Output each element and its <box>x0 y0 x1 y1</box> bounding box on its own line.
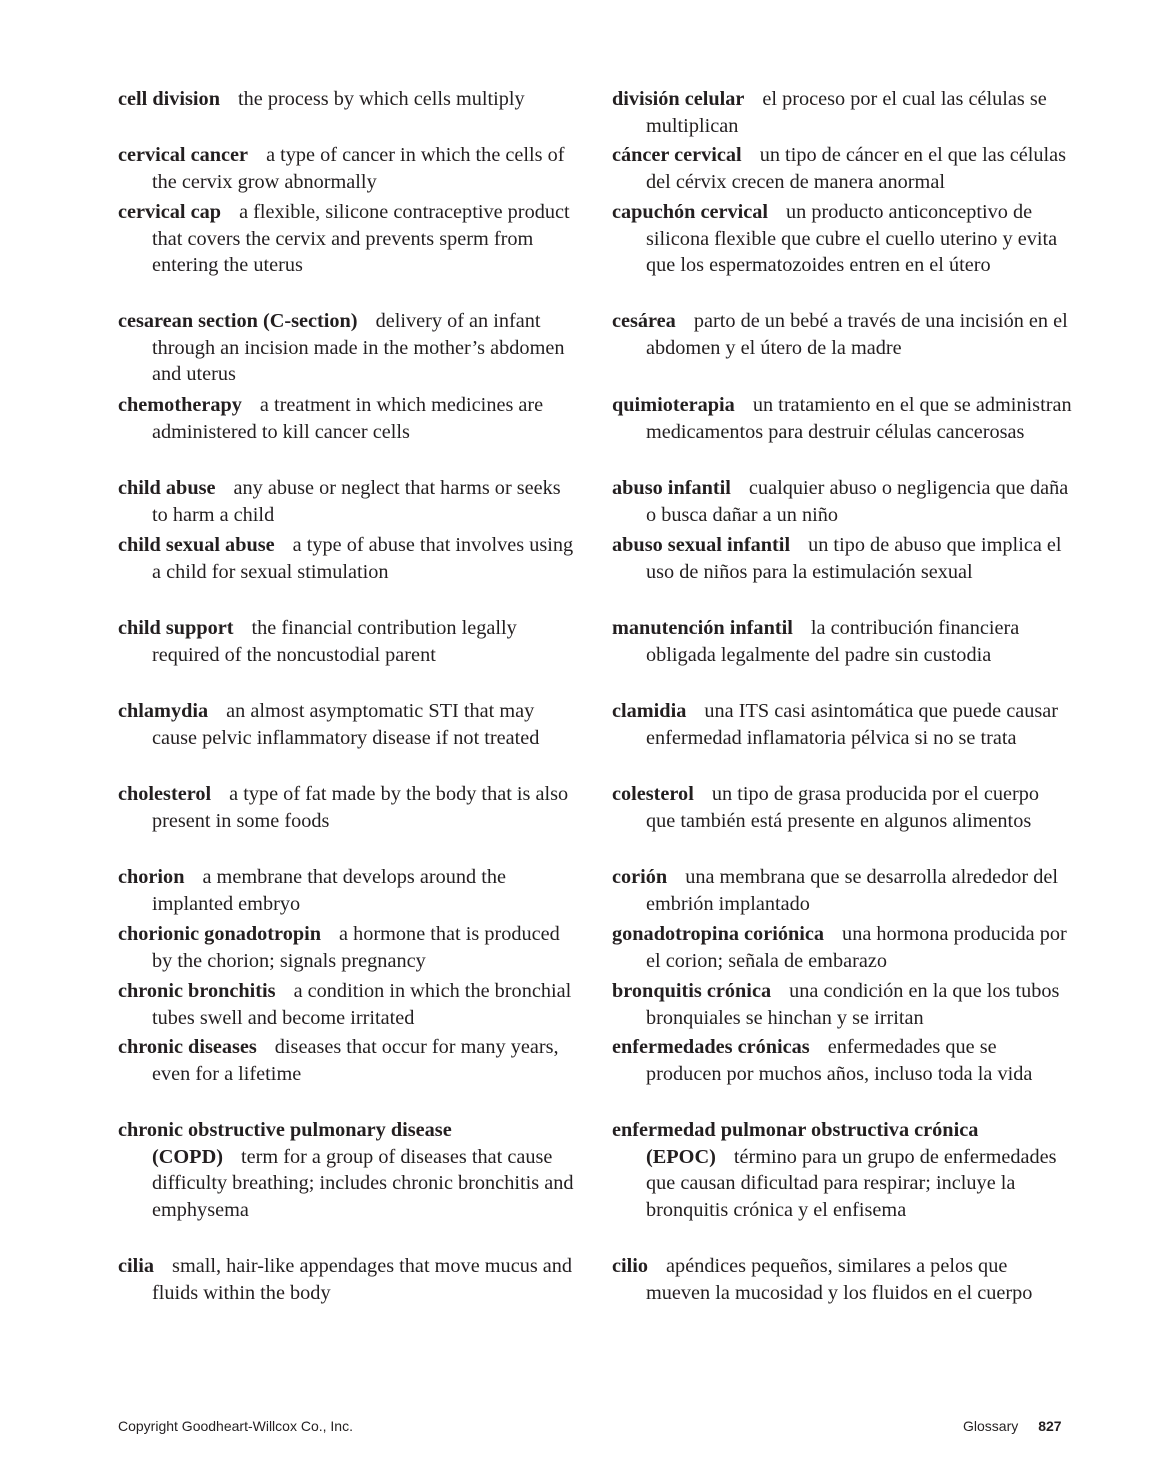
glossary-definition: parto de un bebé a través de una incisión en el abdomen y el útero de la madre <box>646 310 1068 359</box>
glossary-definition: the process by which cells multiply <box>237 88 525 110</box>
glossary-term: chronic bronchitis <box>118 980 276 1002</box>
glossary-definition: una hormona producida por el corion; señala de embarazo <box>646 923 1067 972</box>
section-name: Glossary <box>963 1418 1019 1434</box>
glossary-definition: una ITS casi asintomática que puede causar enfermedad inflamatoria pélvica si no se trata <box>646 700 1059 749</box>
glossary-term: quimioterapia <box>612 394 735 416</box>
glossary-term: cilio <box>612 1255 649 1277</box>
glossary-entry-en <box>118 978 576 1031</box>
glossary-definition: el proceso por el cual las células se multiplican <box>646 88 1047 137</box>
glossary-term: enfermedad pulmonar obstructiva crónica (EPOC) <box>612 1119 979 1168</box>
glossary-entry-en <box>118 142 576 195</box>
glossary-term: bronquitis crónica <box>612 980 772 1002</box>
glossary-term: chronic diseases <box>118 1036 257 1058</box>
glossary-term: child sexual abuse <box>118 534 275 556</box>
glossary-entry-es <box>612 781 1072 834</box>
glossary-term: capuchón cervical <box>612 201 769 223</box>
glossary-definition: una membrana que se desarrolla alrededor del embrión implantado <box>646 866 1058 915</box>
glossary-definition: a type of abuse that involves using a child for sexual stimulation <box>152 534 574 583</box>
glossary-entry-en <box>118 1034 576 1087</box>
glossary-term: cell division <box>118 88 220 110</box>
glossary-entry-es <box>612 475 1072 528</box>
glossary-entry-es <box>612 864 1072 917</box>
glossary-term: cholesterol <box>118 783 212 805</box>
glossary-definition: a type of fat made by the body that is also present in some foods <box>152 783 569 832</box>
glossary-term: chorionic gonadotropin <box>118 923 322 945</box>
glossary-definition: un tipo de abuso que implica el uso de niños para la estimulación sexual <box>646 534 1062 583</box>
copyright: Copyright Goodheart-Willcox Co., Inc. <box>118 1418 353 1434</box>
glossary-definition: a condition in which the bronchial tubes swell and become irritated <box>152 980 572 1029</box>
glossary-entry-en <box>118 1253 576 1306</box>
glossary-term: cesarean section (C-section) <box>118 310 358 332</box>
glossary-term: cáncer cervical <box>612 144 742 166</box>
glossary-definition: término para un grupo de enfermedades que causan dificultad para respirar; incluye la bronquitis crónica y el enfisema <box>646 1145 1057 1221</box>
glossary-entry-es <box>612 615 1072 668</box>
glossary-term: cervical cap <box>118 201 222 223</box>
glossary-entry-es <box>612 86 1072 139</box>
glossary-term: abuso infantil <box>612 477 731 499</box>
glossary-term: división celular <box>612 88 745 110</box>
glossary-entry-es <box>612 308 1072 361</box>
glossary-definition: a flexible, silicone contraceptive product that covers the cervix and prevents sperm from entering the uterus <box>152 201 570 276</box>
glossary-definition: diseases that occur for many years, even for a lifetime <box>152 1036 559 1085</box>
glossary-term: abuso sexual infantil <box>612 534 791 556</box>
glossary-definition: a hormone that is produced by the chorion; signals pregnancy <box>152 923 560 972</box>
glossary-definition: a treatment in which medicines are administered to kill cancer cells <box>152 394 544 443</box>
glossary-entry-es <box>612 392 1072 445</box>
glossary-term: gonadotropina coriónica <box>612 923 825 945</box>
glossary-term: cilia <box>118 1255 155 1277</box>
glossary-entry-en <box>118 86 576 113</box>
glossary-entry-es <box>612 199 1072 279</box>
glossary-definition: apéndices pequeños, similares a pelos que mueven la mucosidad y los fluidos en el cuerpo <box>646 1255 1033 1304</box>
glossary-entry-en <box>118 615 576 668</box>
glossary-term: child support <box>118 617 234 639</box>
glossary-term: chlamydia <box>118 700 209 722</box>
page-footer <box>963 1418 1062 1434</box>
glossary-term: chronic obstructive pulmonary disease (COPD) <box>118 1119 452 1168</box>
glossary-definition: a type of cancer in which the cells of the cervix grow abnormally <box>152 144 565 193</box>
glossary-term: child abuse <box>118 477 216 499</box>
glossary-definition: delivery of an infant through an incision made in the mother’s abdomen and uterus <box>152 310 565 385</box>
glossary-entry-en <box>118 308 576 388</box>
glossary-definition: the financial contribution legally required of the noncustodial parent <box>152 617 517 666</box>
glossary-entry-es <box>612 1034 1072 1087</box>
glossary-term: cesárea <box>612 310 676 332</box>
glossary-entry-es <box>612 142 1072 195</box>
glossary-entry-en <box>118 698 576 751</box>
glossary-term: corión <box>612 866 668 888</box>
glossary-term: manutención infantil <box>612 617 793 639</box>
glossary-term: chorion <box>118 866 185 888</box>
glossary-definition: small, hair-like appendages that move mucus and fluids within the body <box>152 1255 573 1304</box>
glossary-entry-en <box>118 392 576 445</box>
glossary-term: cervical cancer <box>118 144 249 166</box>
glossary-entry-en <box>118 864 576 917</box>
glossary-entry-en <box>118 781 576 834</box>
glossary-definition: un tipo de cáncer en el que las células del cérvix crecen de manera anormal <box>646 144 1067 193</box>
glossary-entry-es <box>612 1253 1072 1306</box>
glossary-definition: cualquier abuso o negligencia que daña o busca dañar a un niño <box>646 477 1069 526</box>
glossary-definition: any abuse or neglect that harms or seeks to harm a child <box>152 477 561 526</box>
glossary-definition: un producto anticonceptivo de silicona flexible que cubre el cuello uterino y evita que los espermatozoides entren en el útero <box>646 201 1058 276</box>
glossary-entry-en <box>118 199 576 279</box>
glossary-entry-es <box>612 1117 1072 1223</box>
glossary-entry-es <box>612 532 1072 585</box>
glossary-definition: un tipo de grasa producida por el cuerpo que también está presente en algunos alimentos <box>646 783 1040 832</box>
glossary-definition: term for a group of diseases that cause difficulty breathing; includes chronic bronchitis and emphysema <box>152 1145 574 1221</box>
glossary-entry-en <box>118 921 576 974</box>
glossary-definition: a membrane that develops around the implanted embryo <box>152 866 507 915</box>
glossary-term: chemotherapy <box>118 394 242 416</box>
page-number: 827 <box>1038 1418 1062 1434</box>
glossary-term: colesterol <box>612 783 694 805</box>
glossary-definition: enfermedades que se producen por muchos años, incluso toda la vida <box>646 1036 1033 1085</box>
glossary-entry-es <box>612 921 1072 974</box>
glossary-definition: la contribución financiera obligada legalmente del padre sin custodia <box>646 617 1020 666</box>
glossary-entry-en <box>118 475 576 528</box>
glossary-definition: an almost asymptomatic STI that may cause pelvic inflammatory disease if not treated <box>152 700 540 749</box>
glossary-term: enfermedades crónicas <box>612 1036 810 1058</box>
glossary-entry-es <box>612 698 1072 751</box>
glossary-entry-en <box>118 1117 576 1223</box>
glossary-term: clamidia <box>612 700 687 722</box>
glossary-entry-es <box>612 978 1072 1031</box>
glossary-definition: una condición en la que los tubos bronquiales se hinchan y se irritan <box>646 980 1060 1029</box>
glossary-entry-en <box>118 532 576 585</box>
glossary-definition: un tratamiento en el que se administran medicamentos para destruir células cancerosas <box>646 394 1072 443</box>
